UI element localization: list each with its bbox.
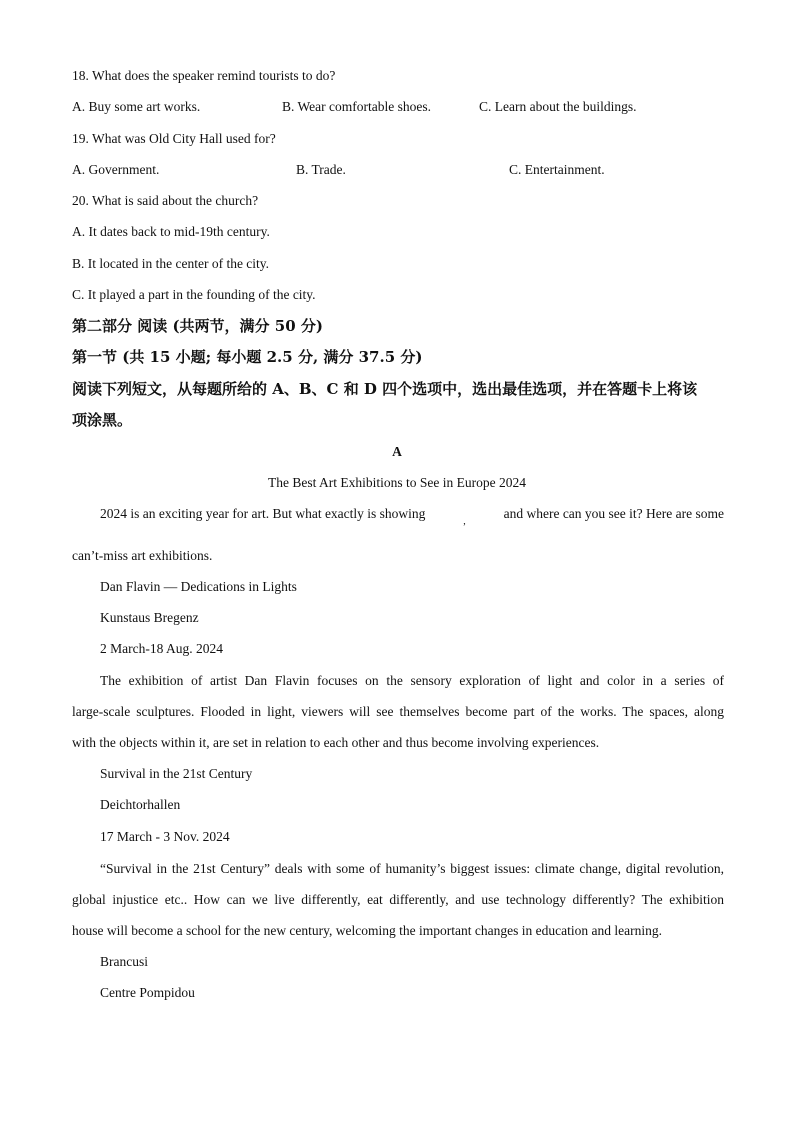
exhibition-2-desc-line2: global injustice etc.. How can we live differently, eat differently, and use technology differently? The exhibition — [72, 892, 724, 907]
exhibition-1-desc-line2: large-scale sculptures. Flooded in light, viewers will see themselves become part of the works. The spaces, along — [72, 704, 724, 719]
exhibition-3-venue: Centre Pompidou — [100, 985, 195, 1000]
question-20-option-c: C. It played a part in the founding of the city. — [72, 287, 316, 302]
exhibition-1-desc-line1: The exhibition of artist Dan Flavin focuses on the sensory exploration of light and color in a series of — [100, 673, 724, 688]
question-18-option-c: C. Learn about the buildings. — [479, 99, 637, 114]
exhibition-1-desc-line3: with the objects within it, are set in relation to each other and thus become involving experiences. — [72, 735, 600, 750]
question-20-option-a: A. It dates back to mid-19th century. — [72, 224, 270, 239]
exhibition-2-dates: 17 March - 3 Nov. 2024 — [100, 829, 230, 844]
question-18-option-a: A. Buy some art works. — [72, 99, 201, 114]
passage-intro-part1: 2024 is an exciting year for art. But what exactly is showing — [100, 506, 426, 521]
question-18-stem: 18. What does the speaker remind tourists to do? — [72, 68, 336, 83]
exhibition-1-name: Dan Flavin — Dedications in Lights — [100, 579, 297, 594]
section-instruction-line1: 阅读下列短文，从每题所给的 A、B、C 和 D 四个选项中，选出最佳选项，并在答题卡上将该 — [72, 380, 698, 398]
exhibition-2-name: Survival in the 21st Century — [100, 766, 253, 781]
passage-letter: A — [392, 444, 402, 459]
exhibition-2-desc-line3: house will become a school for the new century, welcoming the important changes in education and learning. — [72, 923, 662, 938]
section-part-title: 第二部分 阅读 (共两节，满分 50 分) — [72, 317, 323, 335]
passage-intro-line1 — [100, 506, 724, 527]
question-19-stem: 19. What was Old City Hall used for? — [72, 131, 276, 146]
question-19-option-b: B. Trade. — [296, 162, 346, 177]
section-sub-title: 第一节 (共 15 小题; 每小题 2.5 分, 满分 37.5 分) — [72, 348, 423, 366]
exhibition-1-venue: Kunstaus Bregenz — [100, 610, 199, 625]
passage-intro-mark: , — [463, 516, 466, 527]
question-20-stem: 20. What is said about the church? — [72, 193, 259, 208]
question-20-option-b: B. It located in the center of the city. — [72, 256, 270, 271]
passage-title: The Best Art Exhibitions to See in Europe 2024 — [268, 475, 526, 490]
question-19-option-c: C. Entertainment. — [509, 162, 605, 177]
exhibition-2-venue: Deichtorhallen — [100, 797, 181, 812]
exhibition-1-dates: 2 March-18 Aug. 2024 — [100, 641, 223, 656]
exhibition-2-desc-line1: “Survival in the 21st Century” deals with some of humanity’s biggest issues: climate change, digital revolution, — [100, 861, 724, 876]
passage-intro-line2: can’t-miss art exhibitions. — [72, 548, 213, 563]
question-18-option-b: B. Wear comfortable shoes. — [282, 99, 431, 114]
exhibition-3-name: Brancusi — [100, 954, 148, 969]
section-instruction-line2: 项涂黑。 — [72, 411, 133, 429]
question-19-option-a: A. Government. — [72, 162, 160, 177]
passage-intro-part2: and where can you see it? Here are some — [503, 506, 724, 521]
